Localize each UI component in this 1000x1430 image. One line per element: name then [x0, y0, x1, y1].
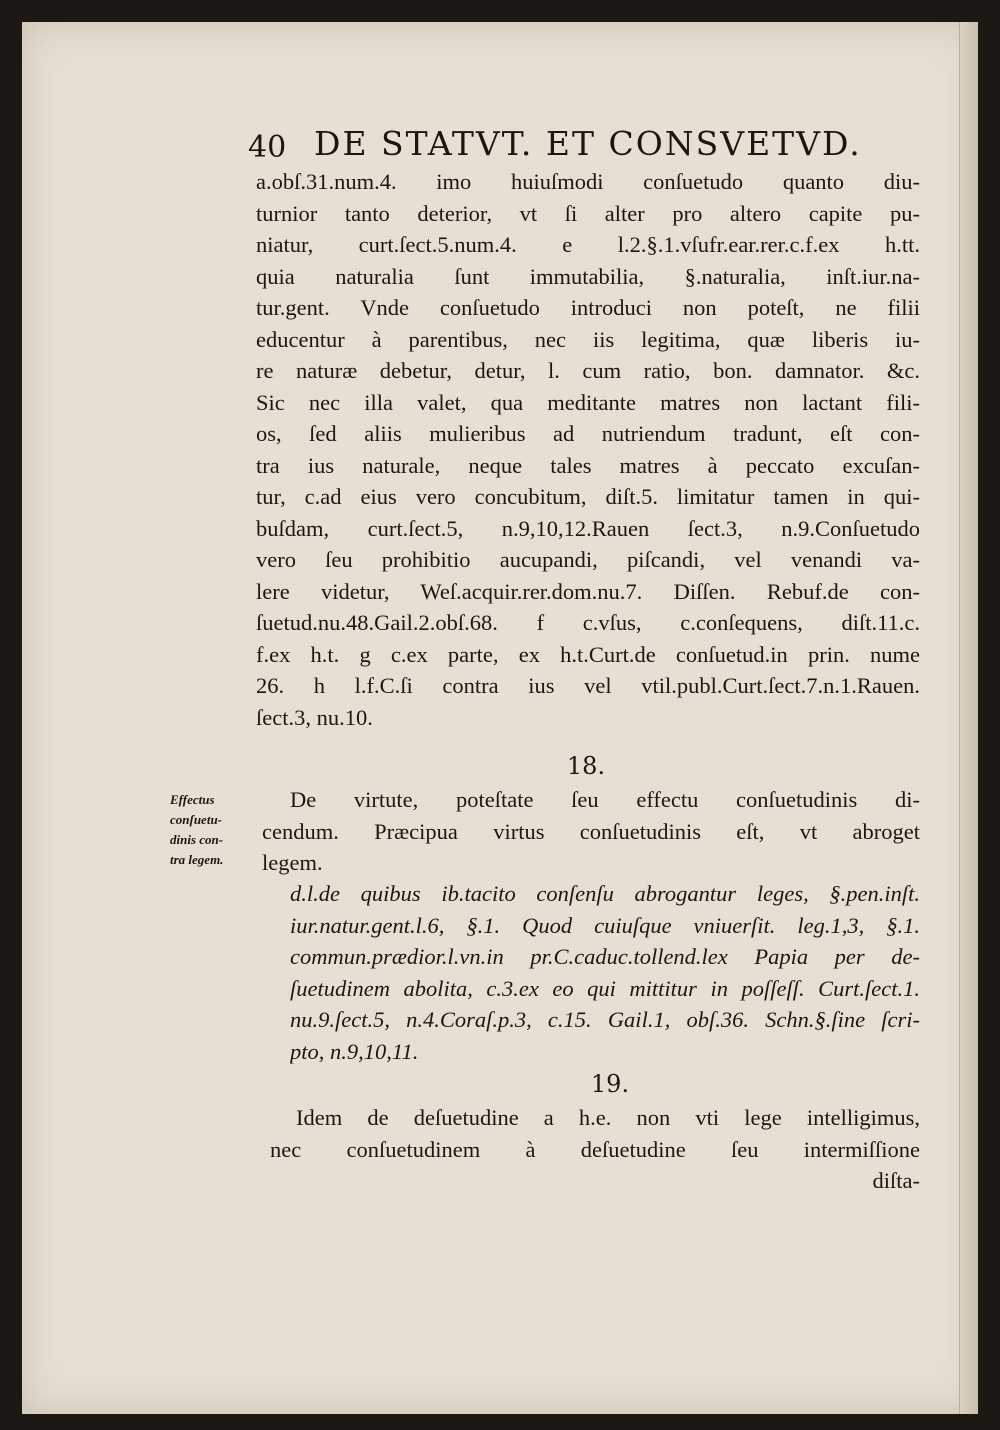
citation-line: d.l.de quibus ib.tacito conſenſu abrogantur leges, §.pen.inſt. — [290, 881, 920, 906]
text-line: turnior tanto deterior, vt ſi alter pro altero capite pu- — [256, 200, 920, 226]
margin-note-line: Effectus — [170, 792, 215, 807]
page-edge — [959, 22, 978, 1414]
citation-line: iur.natur.gent.l.6, §.1. Quod cuiuſque vniuerſit. leg.1,3, §.1. — [290, 912, 920, 938]
text-line: tur.gent. Vnde conſuetudo introduci non poteſt, ne filii — [256, 295, 920, 320]
text-line: vero ſeu prohibitio aucupandi, piſcandi, vel venandi va- — [256, 547, 920, 572]
section-18-body — [262, 784, 920, 879]
citation-line: pto, n.9,10,11. — [290, 1038, 419, 1064]
text-line: tur, c.ad eius vero concubitum, diſt.5. limitatur tamen in qui- — [256, 484, 920, 509]
text-line: ſuetud.nu.48.Gail.2.obſ.68. f c.vſus, c.conſequens, diſt.11.c. — [256, 610, 920, 635]
text-block-1 — [256, 166, 920, 733]
text-line: nec conſuetudinem à deſuetudine ſeu intermiſſione — [270, 1136, 920, 1162]
section-number-18: 18. — [566, 752, 606, 780]
text-line: buſdam, curt.ſect.5, n.9,10,12.Rauen ſect.3, n.9.Conſuetudo — [256, 515, 920, 541]
margin-note-line: tra legem. — [170, 852, 224, 867]
text-line: os, ſed aliis mulieribus ad nutriendum tradunt, eſt con- — [256, 421, 920, 446]
margin-note-line: conſuetu- — [170, 812, 222, 827]
margin-note-line: dinis con- — [170, 832, 224, 847]
text-line: legem. — [262, 850, 323, 875]
text-line: re naturæ debetur, detur, l. cum ratio, bon. damnator. &c. — [256, 358, 920, 383]
section-number-19: 19. — [590, 1070, 630, 1098]
running-head: DE STATVT. ET CONSVETVD. — [314, 124, 862, 163]
text-line: Idem de deſuetudine a h.e. non vti lege intelligimus, — [296, 1105, 920, 1130]
text-line: ſect.3, nu.10. — [256, 704, 373, 730]
section-18-citations — [290, 878, 920, 1067]
page-number: 40 — [248, 130, 287, 165]
catchword: diſta- — [872, 1168, 920, 1193]
text-line: quia naturalia ſunt immutabilia, §.naturalia, inſt.iur.na- — [256, 263, 920, 289]
margin-note — [170, 790, 260, 870]
page-header — [248, 124, 888, 168]
text-line: cendum. Præcipua virtus conſuetudinis eſt, vt abroget — [262, 818, 920, 844]
text-line: a.obſ.31.num.4. imo huiuſmodi conſuetudo quanto diu- — [256, 169, 920, 194]
citation-line: commun.prædior.l.vn.in pr.C.caduc.tollend.lex Papia per de- — [290, 944, 920, 969]
text-line: f.ex h.t. g c.ex parte, ex h.t.Curt.de conſuetud.in prin. nume — [256, 641, 920, 667]
text-line: Sic nec illa valet, qua meditante matres non lactant fili- — [256, 389, 920, 415]
citation-line: ſuetudinem abolita, c.3.ex eo qui mittitur in poſſeſſ. Curt.ſect.1. — [290, 975, 920, 1001]
text-line: 26. h l.f.C.ſi contra ius vel vtil.publ.Curt.ſect.7.n.1.Rauen. — [256, 673, 920, 698]
section-19-body — [270, 1102, 920, 1197]
text-line: De virtute, poteſtate ſeu effectu conſuetudinis di- — [290, 787, 920, 812]
text-line: tra ius naturale, neque tales matres à peccato excuſan- — [256, 452, 920, 478]
citation-line: nu.9.ſect.5, n.4.Coraſ.p.3, c.15. Gail.1, obſ.36. Schn.§.ſine ſcri- — [290, 1007, 920, 1032]
text-line: educentur à parentibus, nec iis legitima, quæ liberis iu- — [256, 326, 920, 352]
text-line: lere videtur, Weſ.acquir.rer.dom.nu.7. Diſſen. Rebuf.de con- — [256, 578, 920, 604]
text-line: niatur, curt.ſect.5.num.4. e l.2.§.1.vſufr.ear.rer.c.f.ex h.tt. — [256, 232, 920, 257]
